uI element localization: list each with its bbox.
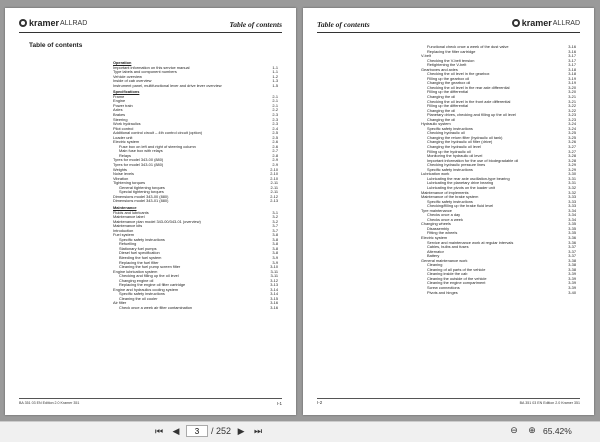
- toc-entry-page: 3-28: [568, 157, 576, 163]
- toc-entry-page: 3-23: [568, 112, 576, 118]
- toc-entry-page: 3-11: [270, 268, 278, 274]
- toc-entry-page: 3-36: [568, 234, 576, 240]
- toc-entry-page: 3-35: [568, 230, 576, 236]
- toc-entry-title: Changing engine oil: [119, 277, 154, 283]
- toc-entry-page: 2-10: [270, 171, 278, 177]
- toc-entry-page: 1-5: [272, 82, 278, 88]
- toc-list: [113, 59, 278, 311]
- toc-entry-title: Specific safety instructions: [427, 166, 473, 172]
- toc-entry-title: Work hydraulics: [113, 121, 141, 127]
- footer-page-number: I-2: [317, 400, 323, 405]
- toc-entry-page: 3-19: [568, 75, 576, 81]
- toc-entry-title: Battery: [427, 253, 440, 259]
- toc-entry-title: Gearboxes and axles: [421, 66, 458, 72]
- toc-entry-page: 3-11: [270, 273, 278, 279]
- toc-entry-page: 3-38: [568, 262, 576, 268]
- toc-entry-title: Fuse box on left and right of steering column: [119, 143, 196, 149]
- toc-entry-page: 1-1: [272, 69, 278, 75]
- toc-entry-page: 3-13: [270, 282, 278, 288]
- toc-entry-title: Planetary drives, checking and filling up the oil level: [427, 112, 516, 118]
- toc-entry-title: Filling up the differential: [427, 103, 469, 109]
- toc-entry-title: Checking the oil level in the rear axle differential: [427, 84, 510, 90]
- zoom-out-icon[interactable]: ⊖: [510, 425, 518, 435]
- toc-entry-page: 3-32: [568, 189, 576, 195]
- zoom-in-icon[interactable]: ⊕: [528, 425, 536, 435]
- toc-entry-title: Tightening torques: [113, 180, 146, 186]
- toc-entry-page: 3-20: [568, 89, 576, 95]
- toc-entry-title: Checking the oil level in the front axle differential: [427, 98, 511, 104]
- toc-entry-title: Filling up the gearbox oil: [427, 75, 470, 81]
- toc-entry-page: 3-19: [568, 80, 576, 86]
- toc-entry-title: Checking the V-belt tension: [427, 57, 475, 63]
- toc-entry-page: 3-12: [270, 277, 278, 283]
- toc-entry-title: Pivots and hinges: [427, 289, 458, 295]
- toc-entry-page: 3-27: [568, 148, 576, 154]
- toc-entry-title: Specific safety instructions: [427, 125, 473, 131]
- first-page-icon[interactable]: ⏮: [154, 425, 164, 436]
- toc-entry-page: 3-8: [272, 241, 278, 247]
- toc-entry-page: 3-39: [568, 280, 576, 286]
- toc-entry-title: Checking hydraulic oil: [427, 130, 465, 136]
- toc-entry-page: 2-6: [272, 139, 278, 145]
- toc-entry-title: Operation: [113, 60, 132, 65]
- toc-entry-title: V-belt: [421, 53, 431, 59]
- toc-entry-page: 3-29: [568, 162, 576, 168]
- toc-entry-page: 3-10: [270, 264, 278, 270]
- toc-entry-page: 2-13: [270, 198, 278, 204]
- toc-entry-page: 3-33: [568, 194, 576, 200]
- toc-entry-page: 3-20: [568, 84, 576, 90]
- toc-entry-title: Tyre maintenance: [421, 207, 452, 213]
- toc-entry-page: 3-37: [568, 248, 576, 254]
- toc-entry-page: 2-10: [270, 175, 278, 181]
- toc-entry-page: 2-4: [272, 125, 278, 131]
- footer-text: BA 351 03 EN Edition 2.0 Kramer 351: [519, 401, 580, 405]
- toc-entry-page: 3-28: [568, 153, 576, 159]
- toc-entry-page: 2-3: [272, 116, 278, 122]
- toc-entry-title: Cleaning the oil cooler: [119, 295, 158, 301]
- toc-entry-page: 3-18: [568, 71, 576, 77]
- toc-entry-title: Inside of cab overview: [113, 78, 152, 84]
- page-navigation: [152, 425, 265, 437]
- toc-entry-page: 3-38: [568, 266, 576, 272]
- toc-entry-title: Stationary fuel pumps: [119, 245, 157, 251]
- viewer-toolbar: [0, 421, 600, 442]
- toc-entry-page: 2-6: [272, 143, 278, 149]
- toc-entry-title: Important information for the use of biodegradable oil: [427, 157, 519, 163]
- toc-entry-page: 3-25: [568, 134, 576, 140]
- toc-entry[interactable]: [113, 199, 278, 204]
- toc-entry-title: Tyres for model 343-01 (880): [113, 162, 164, 168]
- logo-sub-text: ALLRAD: [60, 19, 88, 27]
- toc-entry-page: 3-36: [568, 239, 576, 245]
- toc-entry-page: 3-30: [568, 171, 576, 177]
- toc-entry-page: 3-29: [568, 166, 576, 172]
- toc-entry-title: Cleaning the fuel pump screen filter: [119, 264, 181, 270]
- toc-entry-page: 3-15: [270, 295, 278, 301]
- toc-entry-title: Axles: [113, 107, 123, 113]
- toc-entry-page: 3-2: [272, 214, 278, 220]
- toc-entry-page: 3-8: [272, 245, 278, 251]
- toc-entry-page: 3-16: [270, 300, 278, 306]
- toc-entry-page: 3-34: [568, 212, 576, 218]
- toc-entry-title: Service and maintenance work at regular intervals: [427, 239, 514, 245]
- toc-entry-page: 3-39: [568, 275, 576, 281]
- toc-entry-page: 3-38: [568, 257, 576, 263]
- kramer-logo-icon: [512, 19, 520, 27]
- kramer-logo-icon: [19, 19, 27, 27]
- toc-entry-page: 2-1: [272, 98, 278, 104]
- toc-entry-page: 1-2: [272, 73, 278, 79]
- toc-entry-title: Cables, bulbs and fuses: [427, 244, 469, 250]
- toc-entry-title: Introduction: [113, 227, 134, 233]
- toc-entry-title: Retightening the V-belt: [427, 62, 467, 68]
- toc-entry-page: 3-17: [568, 57, 576, 63]
- toc-entry-title: Hydraulic system: [421, 121, 451, 127]
- toc-entry-title: Power train: [113, 102, 133, 108]
- toc-entry-title: Dimensions model 343-00 (880): [113, 193, 169, 199]
- toc-entry-title: Checking the oil level in the gearbox: [427, 71, 490, 77]
- toc-entry-page: 3-32: [568, 184, 576, 190]
- toc-entry-page: 3-2: [272, 218, 278, 224]
- toc-entry-page: 3-25: [568, 130, 576, 136]
- toc-entry-title: Checks once a day: [427, 212, 461, 218]
- toc-entry-page: 3-21: [568, 94, 576, 100]
- toc-entry-title: Checks once a week: [427, 216, 463, 222]
- toc-entry-page: 2-3: [272, 121, 278, 127]
- toc-entry-title: Engine: [113, 98, 126, 104]
- toc-entry-page: 2-10: [270, 166, 278, 172]
- toc-entry-title: Engine and hydraulics cooling system: [113, 286, 179, 292]
- toc-entry-page: 2-5: [272, 134, 278, 140]
- toc-entry-page: 3-7: [272, 223, 278, 229]
- toc-entry-title: Replacing the filter cartridge: [427, 48, 476, 54]
- toc-entry-title: Fitting the wheels: [427, 230, 458, 236]
- toc-entry-title: Checking hydraulic pressure lines: [427, 162, 486, 168]
- toc-entry-title: Type labels and component numbers: [113, 69, 177, 75]
- page-footer: [19, 398, 282, 407]
- toc-entry-title: Checking/filling up the brake fluid level: [427, 203, 494, 209]
- toc-entry-title: Replacing the fuel filter: [119, 259, 159, 265]
- toc-entry-title: Filling up the hydraulic oil: [427, 148, 471, 154]
- toc-entry-page: 1-1: [272, 64, 278, 70]
- toc-entry-page: 2-11: [270, 189, 278, 195]
- toc-entry-title: Brakes: [113, 112, 126, 118]
- toc-entry-title: Main fuse box with relays: [119, 148, 163, 154]
- toc-entry-page: 2-9: [272, 162, 278, 168]
- toc-entry-title: Lubricating the rear axle oscillation-type bearing: [427, 175, 510, 181]
- toc-entry-page: 3-26: [568, 139, 576, 145]
- toc-entry-page: 3-24: [568, 125, 576, 131]
- toc-entry-page: 3-17: [568, 62, 576, 68]
- toc-entry-title: Checking and filling up the oil level: [119, 273, 179, 279]
- toc-entry[interactable]: [113, 84, 278, 89]
- logo-sub-text: ALLRAD: [552, 19, 580, 27]
- toc-entry-title: Changing the hydraulic oil filter (drive): [427, 139, 493, 145]
- toc-entry-page: 2-1: [272, 102, 278, 108]
- toc-entry-title: Changing the gearbox oil: [427, 80, 471, 86]
- toc-entry-page: 3-33: [568, 203, 576, 209]
- toc-entry-title: Vehicle overview: [113, 73, 142, 79]
- toc-entry-page: 3-9: [272, 254, 278, 260]
- toc-entry-page: 3-23: [568, 116, 576, 122]
- toc-entry-page: 3-35: [568, 225, 576, 231]
- toc-entry-page: 3-33: [568, 198, 576, 204]
- toc-entry-title: Cleaning the outside of the vehicle: [427, 275, 487, 281]
- toc-entry-title: Cleaning inside the cab: [427, 271, 468, 277]
- prev-page-icon[interactable]: ◀: [172, 425, 180, 436]
- toc-entry-title: Steering: [113, 116, 128, 122]
- toc-entry-page: 2-5: [272, 130, 278, 136]
- total-pages: / 252: [211, 426, 232, 436]
- toc-entry-title: Engine lubrication system: [113, 268, 158, 274]
- toc-entry-page: 3-37: [568, 253, 576, 259]
- toc-entry-title: Fluids and lubricants: [113, 209, 149, 215]
- toc-entry-page: 3-14: [270, 291, 278, 297]
- toc-entry-page: 3-14: [270, 286, 278, 292]
- toc-entry-title: Alternator: [427, 248, 444, 254]
- toc-entry-page: 3-1: [272, 209, 278, 215]
- kramer-logo: [512, 18, 580, 28]
- toc-entry-page: 3-8: [272, 236, 278, 242]
- toc-entry-title: Relays: [119, 152, 131, 158]
- toc-entry-title: Additional control circuit – 4th control circuit (option): [113, 130, 203, 136]
- toc-entry-title: Maintenance kits: [113, 223, 143, 229]
- last-page-icon[interactable]: ⏭: [253, 425, 263, 436]
- toc-entry[interactable]: [421, 291, 576, 296]
- page-header: [317, 18, 580, 33]
- toc-entry-title: Lubricating the pivots on the loader unit: [427, 184, 495, 190]
- toc-entry-title: Cleaning of all parts of the vehicle: [427, 266, 486, 272]
- toc-entry-page: 3-34: [568, 207, 576, 213]
- toc-entry-title: Pilot control: [113, 125, 134, 131]
- toc-entry-title: Maintenance label: [113, 214, 145, 220]
- toc-entry-page: 2-11: [270, 180, 278, 186]
- pdf-page-right: [303, 8, 594, 415]
- toc-entry-page: 3-31: [568, 180, 576, 186]
- toc-entry-title: Maintenance of the brake system: [421, 194, 479, 200]
- toc-entry-title: Loader unit: [113, 134, 133, 140]
- toc-entry-page: 3-16: [568, 44, 576, 49]
- toc-entry-page: 2-9: [272, 157, 278, 163]
- toc-entry-title: Disassembly: [427, 225, 450, 231]
- toc-entry-page: 3-39: [568, 271, 576, 277]
- toc-entry-title: Monitoring the hydraulic oil level: [427, 153, 483, 159]
- toc-entry-title: Specific safety instructions: [427, 198, 473, 204]
- page-footer: [317, 398, 580, 407]
- toc-entry-title: Electric system: [421, 234, 448, 240]
- toc-entry-title: Check once a week air filter contamination: [119, 304, 193, 310]
- toc-entry-page: 3-22: [568, 103, 576, 109]
- toc-entry-title: Bleeding the fuel system: [119, 254, 162, 260]
- toc-entry-page: 3-37: [568, 244, 576, 250]
- toc-entry-title: General tightening torques: [119, 184, 165, 190]
- toc-entry-page: 3-8: [272, 250, 278, 256]
- toc-entry-page: 3-27: [568, 144, 576, 150]
- page-number-input[interactable]: [186, 425, 208, 437]
- toc-entry-page: 2-3: [272, 112, 278, 118]
- kramer-logo: [19, 18, 87, 28]
- logo-brand-text: kramer: [521, 18, 552, 28]
- next-page-icon[interactable]: ▶: [237, 425, 245, 436]
- toc-entry-page: 1-3: [272, 78, 278, 84]
- footer-page-number: I-1: [276, 401, 282, 406]
- toc-entry-page: 2-8: [272, 152, 278, 158]
- toc-entry-page: 3-16: [270, 304, 278, 310]
- page-header: [19, 18, 282, 33]
- pdf-page-left: [5, 8, 296, 415]
- toc-entry-title: Changing the return filter (hydraulic oil tank): [427, 134, 503, 140]
- toc-entry-title: Changing the oil: [427, 116, 456, 122]
- toc-entry-title: Cleaning the engine compartment: [427, 280, 486, 286]
- toc-entry-title: Changing wheels: [421, 221, 451, 227]
- toc-entry-title: Changing the oil: [427, 94, 456, 100]
- toc-entry-page: 3-21: [568, 98, 576, 104]
- toc-heading: Table of contents: [29, 42, 83, 49]
- toc-entry-title: Functional check once a week of the dust valve: [427, 44, 509, 49]
- toc-entry-title: Vibration: [113, 175, 129, 181]
- toc-entry-title: Maintenance plan model 343-00/343-01 (overview): [113, 218, 201, 224]
- toc-entry-title: Maintenance: [113, 204, 137, 210]
- toc-entry-page: 3-18: [568, 66, 576, 72]
- toc-entry[interactable]: [113, 306, 278, 311]
- toc-entry-title: Lubricating the planetary drive bearing: [427, 180, 494, 186]
- toc-entry-title: Frame: [113, 93, 125, 99]
- header-title: Table of contents: [317, 20, 370, 29]
- toc-entry-page: 2-12: [270, 193, 278, 199]
- toc-entry-title: Important information on this service manual: [113, 64, 190, 70]
- toc-entry-page: 2-11: [270, 184, 278, 190]
- toc-entry-title: Noise levels: [113, 171, 134, 177]
- toc-entry-page: 3-17: [568, 53, 576, 59]
- toc-entry-title: Cleaning: [427, 262, 443, 268]
- toc-entry-title: Filling up the differential: [427, 89, 469, 95]
- toc-entry-page: 2-2: [272, 107, 278, 113]
- toc-entry-title: Changing the oil: [427, 107, 456, 113]
- toc-entry-page: 3-22: [568, 107, 576, 113]
- toc-entry-title: Weights: [113, 166, 127, 172]
- toc-entry-page: 3-24: [568, 121, 576, 127]
- toc-entry-page: 3-34: [568, 216, 576, 222]
- zoom-level[interactable]: 65.42%: [543, 425, 572, 436]
- toc-entry-title: Screw connections: [427, 284, 460, 290]
- zoom-controls: [507, 425, 572, 436]
- toc-entry-title: Refuelling: [119, 241, 137, 247]
- toc-entry-page: 2-1: [272, 93, 278, 99]
- toc-entry-title: Diesel fuel specification: [119, 250, 160, 256]
- header-title: Table of contents: [229, 20, 282, 29]
- toc-entry-title: Special tightening torques: [119, 189, 164, 195]
- logo-brand-text: kramer: [29, 18, 60, 28]
- footer-text: BA 351 03 EN Edition 2.0 Kramer 351: [19, 401, 80, 405]
- toc-entry-page: 3-9: [272, 259, 278, 265]
- toc-entry-page: 3-16: [568, 48, 576, 54]
- toc-entry-title: Dimensions model 343-01 (880): [113, 198, 169, 204]
- toc-entry-title: Maintenance of implements: [421, 189, 469, 195]
- toc-entry-title: Air filter: [113, 300, 127, 306]
- toc-entry-title: Fuel system: [113, 232, 134, 238]
- toc-entry-page: 3-31: [568, 175, 576, 181]
- toc-entry-page: 3-35: [568, 221, 576, 227]
- toc-list: [421, 45, 576, 295]
- toc-entry-title: Specific safety instructions: [119, 236, 165, 242]
- toc-entry-title: Specifications: [113, 89, 140, 95]
- toc-entry-title: Instrument panel, multifunctional lever and drive lever overview: [113, 82, 222, 88]
- toc-entry-page: 3-8: [272, 232, 278, 238]
- toc-entry-title: Lubrication work: [421, 171, 450, 177]
- toc-entry-title: Changing the hydraulic oil level: [427, 144, 481, 150]
- toc-entry-title: Specific safety instructions: [119, 291, 165, 297]
- toc-entry-title: Electric system: [113, 139, 140, 145]
- toc-entry-page: 3-7: [272, 227, 278, 233]
- toc-entry-page: 3-40: [568, 289, 576, 295]
- toc-entry-title: Replacing the engine oil filter cartridge: [119, 282, 186, 288]
- toc-entry-page: 2-7: [272, 148, 278, 154]
- toc-entry-title: Tyres for model 343-00 (880): [113, 157, 164, 163]
- toc-entry-title: General maintenance work: [421, 257, 468, 263]
- toc-entry-page: 3-39: [568, 284, 576, 290]
